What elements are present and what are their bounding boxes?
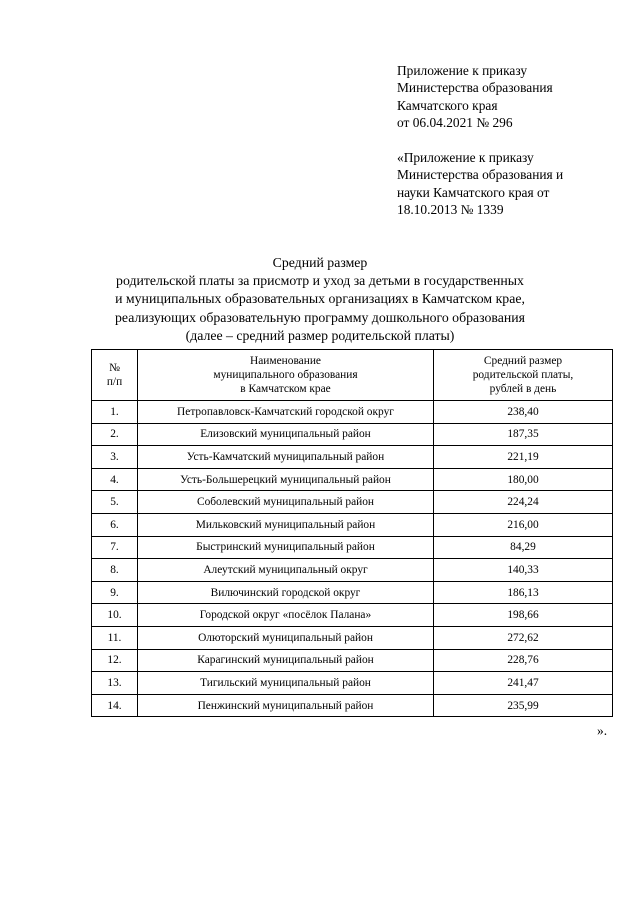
fee-value-cell: 140,33 xyxy=(434,559,613,582)
table-header-row xyxy=(92,350,613,401)
appendix-line: 18.10.2013 № 1339 xyxy=(397,202,504,218)
row-number-cell: 12. xyxy=(92,649,138,672)
row-number-cell: 1. xyxy=(92,401,138,424)
title-line: реализующих образовательную программу дошкольного образования xyxy=(115,309,525,325)
municipality-cell: Тигильский муниципальный район xyxy=(138,672,434,695)
fee-value-cell: 180,00 xyxy=(434,468,613,491)
parental-fee-table xyxy=(91,349,613,717)
table-row xyxy=(92,649,613,672)
table-row xyxy=(92,536,613,559)
appendix-line: Министерства образования и xyxy=(397,167,564,183)
fee-value-cell: 84,29 xyxy=(434,536,613,559)
table-row xyxy=(92,672,613,695)
municipality-cell: Вилючинский городской округ xyxy=(138,581,434,604)
row-number-cell: 13. xyxy=(92,672,138,695)
document-title xyxy=(0,254,640,345)
row-number-cell: 9. xyxy=(92,581,138,604)
municipality-cell: Пенжинский муниципальный район xyxy=(138,694,434,717)
appendix-line: науки Камчатского края от xyxy=(397,184,550,200)
municipality-cell: Городской округ «посёлок Палана» xyxy=(138,604,434,627)
fee-value-cell: 186,13 xyxy=(434,581,613,604)
fee-value-cell: 238,40 xyxy=(434,401,613,424)
municipality-cell: Олюторский муниципальный район xyxy=(138,626,434,649)
table-row xyxy=(92,604,613,627)
row-number-cell: 5. xyxy=(92,491,138,514)
table-row xyxy=(92,513,613,536)
row-number-cell: 4. xyxy=(92,468,138,491)
header-number: № п/п xyxy=(92,350,138,401)
table-row xyxy=(92,423,613,446)
municipality-cell: Мильковский муниципальный район xyxy=(138,513,434,536)
municipality-cell: Карагинский муниципальный район xyxy=(138,649,434,672)
row-number-cell: 10. xyxy=(92,604,138,627)
row-number-cell: 8. xyxy=(92,559,138,582)
fee-value-cell: 216,00 xyxy=(434,513,613,536)
row-number-cell: 7. xyxy=(92,536,138,559)
municipality-cell: Петропавловск-Камчатский городской округ xyxy=(138,401,434,424)
header-average-fee: Средний размер родительской платы, рублей в день xyxy=(434,350,613,401)
table-row xyxy=(92,401,613,424)
fee-value-cell: 224,24 xyxy=(434,491,613,514)
table-row xyxy=(92,491,613,514)
table-row xyxy=(92,694,613,717)
fee-value-cell: 235,99 xyxy=(434,694,613,717)
municipality-cell: Усть-Большерецкий муниципальный район xyxy=(138,468,434,491)
appendix-line: Камчатского края xyxy=(397,97,498,113)
row-number-cell: 3. xyxy=(92,446,138,469)
appendix-previous-reference xyxy=(397,149,627,219)
fee-value-cell: 198,66 xyxy=(434,604,613,627)
fee-value-cell: 187,35 xyxy=(434,423,613,446)
fee-value-cell: 228,76 xyxy=(434,649,613,672)
table-row xyxy=(92,468,613,491)
title-line: Средний размер xyxy=(272,255,368,270)
municipality-cell: Усть-Камчатский муниципальный район xyxy=(138,446,434,469)
table-row xyxy=(92,559,613,582)
row-number-cell: 6. xyxy=(92,513,138,536)
fee-value-cell: 272,62 xyxy=(434,626,613,649)
appendix-line: от 06.04.2021 № 296 xyxy=(397,115,513,131)
fee-value-cell: 221,19 xyxy=(434,446,613,469)
title-line: родительской платы за присмотр и уход за детьми в государственных xyxy=(116,273,524,289)
appendix-line: Приложение к приказу xyxy=(397,63,528,78)
municipality-cell: Алеутский муниципальный округ xyxy=(138,559,434,582)
appendix-current-reference xyxy=(397,62,627,132)
appendix-line: «Приложение к приказу xyxy=(397,150,534,165)
municipality-cell: Елизовский муниципальный район xyxy=(138,423,434,446)
title-line: и муниципальных образовательных организациях в Камчатском крае, xyxy=(115,291,525,307)
table-row xyxy=(92,581,613,604)
table-row xyxy=(92,626,613,649)
title-line: (далее – средний размер родительской платы) xyxy=(185,327,455,343)
header-municipality: Наименование муниципального образования в Камчатском крае xyxy=(138,350,434,401)
appendix-line: Министерства образования xyxy=(397,80,553,96)
row-number-cell: 2. xyxy=(92,423,138,446)
row-number-cell: 14. xyxy=(92,694,138,717)
closing-quote-mark: ». xyxy=(597,723,608,738)
row-number-cell: 11. xyxy=(92,626,138,649)
fee-value-cell: 241,47 xyxy=(434,672,613,695)
municipality-cell: Соболевский муниципальный район xyxy=(138,491,434,514)
municipality-cell: Быстринский муниципальный район xyxy=(138,536,434,559)
table-row xyxy=(92,446,613,469)
